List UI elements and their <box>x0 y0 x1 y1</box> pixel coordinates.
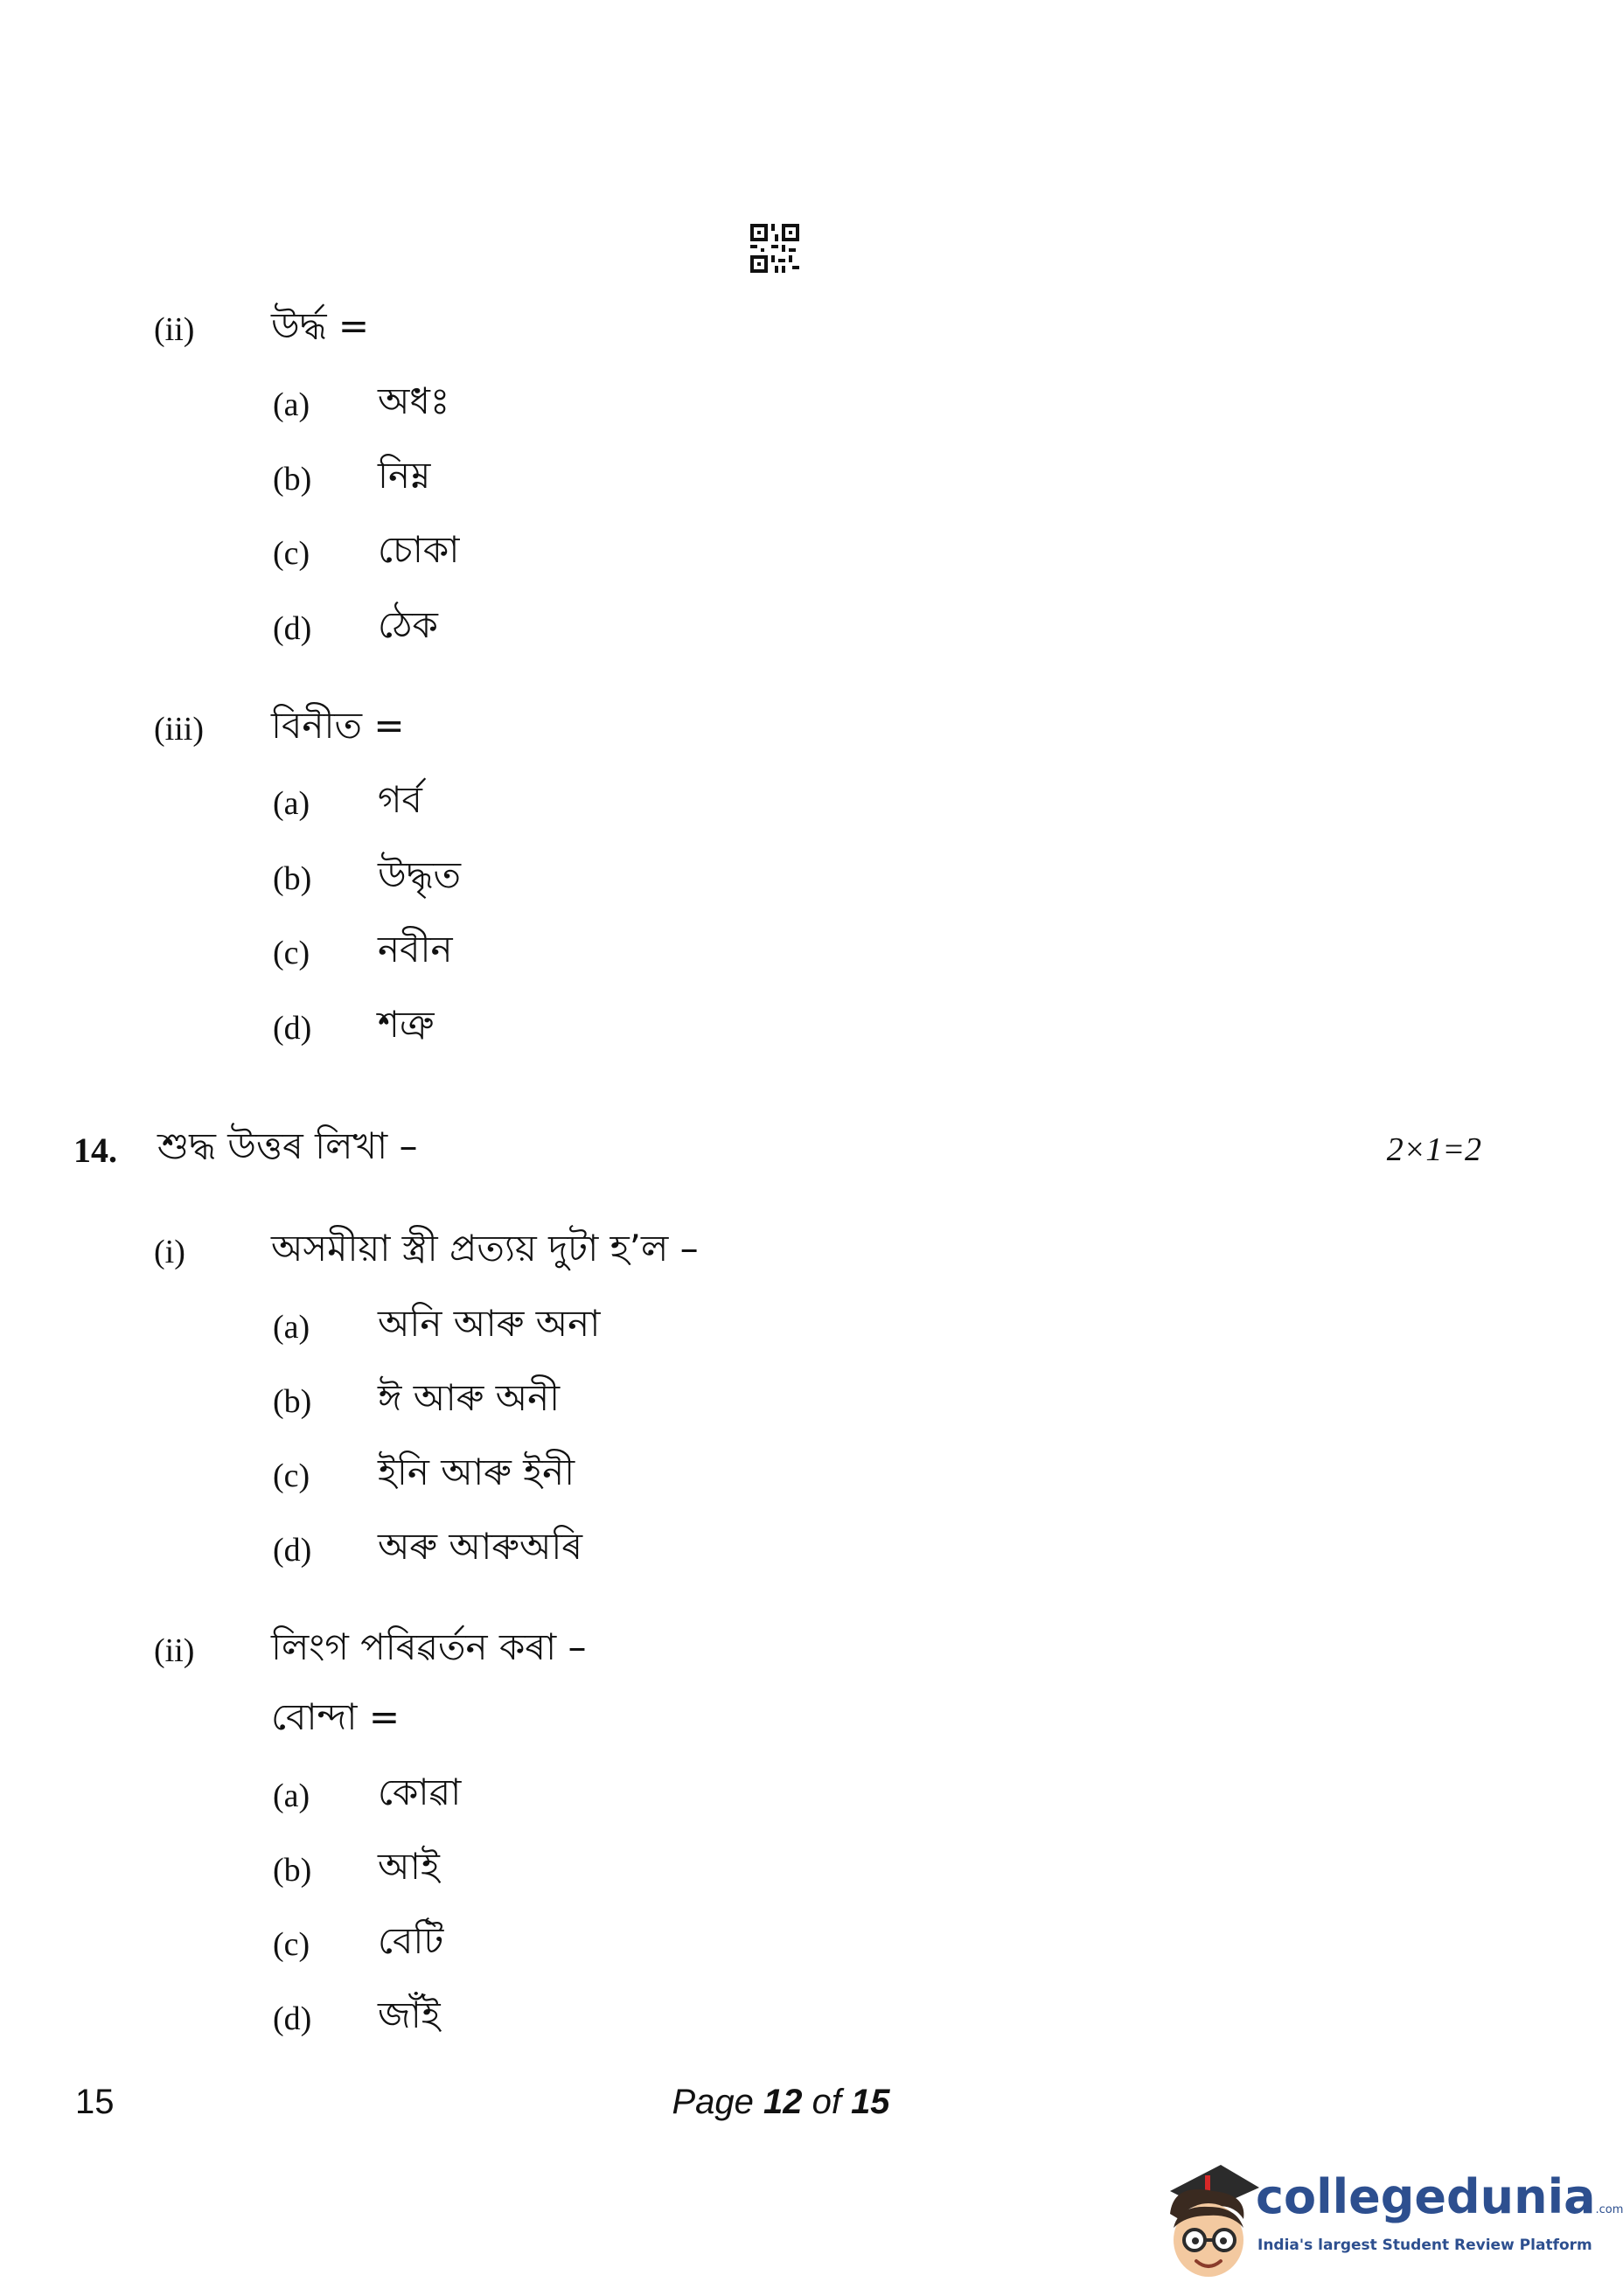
option-text: শত্ৰু <box>378 1003 435 1046</box>
option-label: (a) <box>273 1778 310 1814</box>
option-text: কোৱা <box>378 1771 462 1813</box>
option-text: আই <box>378 1845 440 1888</box>
sub-question-subtext: বোন্দা = <box>271 1695 401 1738</box>
sub-question-label: (i) <box>154 1234 185 1270</box>
option-label: (a) <box>273 386 310 423</box>
option-label: (b) <box>273 1383 312 1420</box>
option-label: (b) <box>273 1852 312 1889</box>
option-label: (a) <box>273 785 310 822</box>
question-number: 14. <box>73 1131 117 1170</box>
question-text: শুদ্ধ উত্তৰ লিখা – <box>157 1124 418 1167</box>
collegedunia-logo <box>1153 2156 1623 2287</box>
option-label: (c) <box>273 535 310 572</box>
option-label: (c) <box>273 1926 310 1963</box>
sub-question-label: (ii) <box>154 1632 195 1669</box>
sub-question-text: বিনীত = <box>271 704 405 747</box>
brand-tagline: India's largest Student Review Platform <box>1257 2237 1592 2254</box>
option-text: ঠেক <box>378 603 438 646</box>
option-text: চোকা <box>378 528 460 571</box>
sub-question-text: অসমীয়া স্ত্ৰী প্ৰত্যয় দুটা হ’ল – <box>271 1227 699 1270</box>
qr-code-icon <box>750 224 799 273</box>
page-number: Page 12 of 15 <box>672 2083 890 2121</box>
option-label: (a) <box>273 1309 310 1346</box>
option-label: (d) <box>273 2000 312 2037</box>
option-text: অনি আৰু অনা <box>378 1302 601 1345</box>
option-text: ঈ আৰু অনী <box>378 1376 561 1419</box>
option-label: (b) <box>273 461 312 497</box>
option-label: (c) <box>273 1458 310 1494</box>
sub-question-text: উৰ্দ্ধ = <box>271 304 370 347</box>
option-text: নবীন <box>378 928 453 971</box>
option-text: ইনি আৰু ইনী <box>378 1451 575 1493</box>
sub-question-label: (ii) <box>154 311 195 348</box>
option-text: গৰ্ব <box>378 778 422 821</box>
question-marks: 2×1=2 <box>1386 1131 1481 1168</box>
option-label: (d) <box>273 610 312 647</box>
option-text: উদ্ধৃত <box>378 853 462 896</box>
option-label: (c) <box>273 935 310 971</box>
option-text: বেটি <box>378 1919 444 1962</box>
brand-suffix: .com <box>1595 2203 1623 2216</box>
option-text: অৰু আৰুঅৰি <box>378 1525 583 1568</box>
option-text: অধঃ <box>378 379 450 422</box>
option-label: (b) <box>273 860 312 897</box>
brand-name: collegedunia.com <box>1256 2169 1623 2224</box>
option-text: নিম্ন <box>378 454 431 497</box>
option-text: জাঁই <box>378 1993 441 2036</box>
paper-code: 15 <box>75 2083 115 2121</box>
sub-question-text: লিংগ পৰিৱৰ্তন কৰা – <box>271 1625 587 1668</box>
option-label: (d) <box>273 1010 312 1047</box>
student-mascot-icon <box>1153 2156 1266 2287</box>
sub-question-label: (iii) <box>154 711 204 748</box>
option-label: (d) <box>273 1532 312 1569</box>
